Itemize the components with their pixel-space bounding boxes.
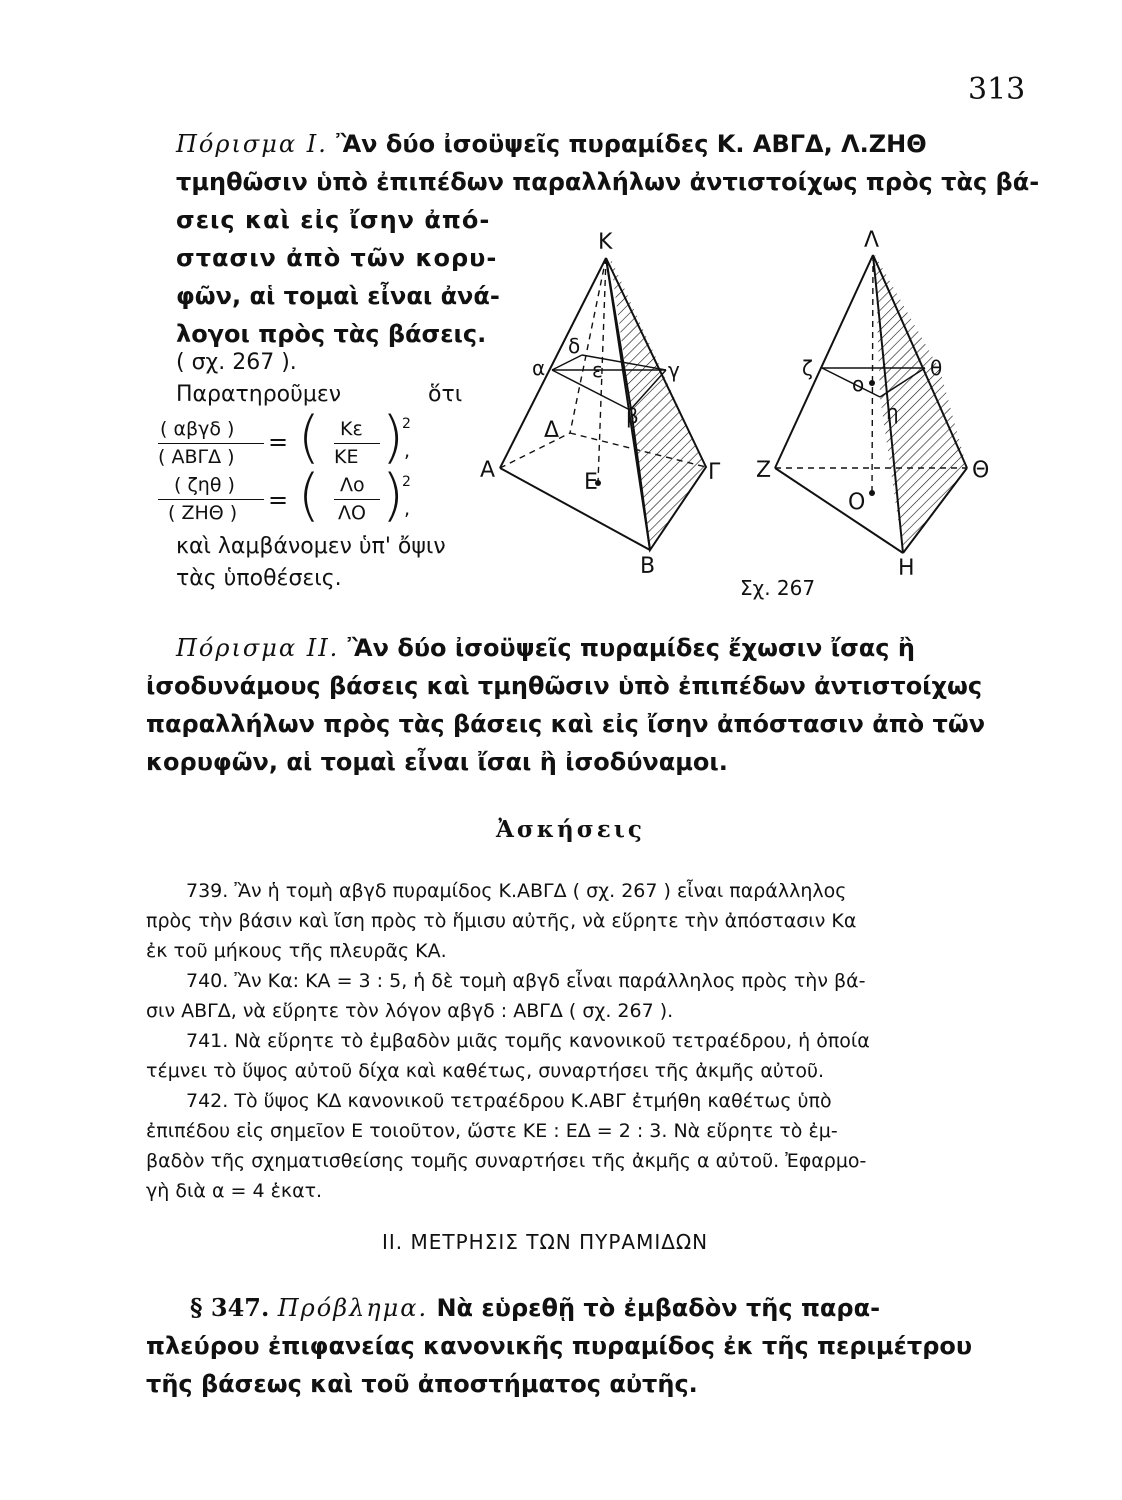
label-gamma-small: γ [668, 358, 680, 382]
exercise-741-line-1: 741. Νὰ εὕρητε τὸ ἐμβαδὸν μιᾶς τομῆς κανονικοῦ τετραέδρου, ἡ ὁποία [186, 1030, 870, 1052]
problem-line-3: τῆς βάσεως καὶ τοῦ ἀποστήματος αὐτῆς. [146, 1370, 698, 1398]
figure-267 [470, 215, 1030, 605]
fraction-2-comma: , [404, 498, 411, 520]
exercise-739-line-1: 739. Ἂν ἡ τομὴ αβγδ πυραμίδος Κ.ΑΒΓΔ ( σχ. 267 ) εἶναι παράλληλος [186, 880, 847, 902]
fraction-1-comma: , [404, 440, 411, 462]
fraction-1-ratio-bar [334, 443, 380, 444]
problem-text-1: Νὰ εὑρεθῇ τὸ ἐμβαδὸν τῆς παρα- [436, 1294, 881, 1322]
porisma-1-line-6: λογοι πρὸς τὰς βάσεις. [176, 320, 487, 348]
fraction-2-equals: = [268, 486, 289, 514]
porisma-2-line-1 [176, 630, 915, 666]
exercise-739-line-2: πρὸς τὴν βάσιν καὶ ἴση πρὸς τὸ ἥμισυ αὐτῆς, νὰ εὕρητε τὴν ἀπόστασιν Κα [146, 910, 857, 932]
fraction-1-left-paren: ( [298, 405, 320, 470]
porisma-2-line-3: παραλλήλων πρὸς τὰς βάσεις καὶ εἰς ἴσην ἀπόστασιν ἀπὸ τῶν [146, 710, 986, 738]
fraction-2-ratio-denominator: ΛΟ [338, 502, 366, 524]
section-heading: ΙΙ. ΜΕΤΡΗΣΙΣ ΤΩΝ ΠΥΡΑΜΙΔΩΝ [382, 1230, 709, 1254]
porisma-1-line-5: φῶν, αἱ τομαὶ εἶναι ἀνά- [176, 282, 500, 310]
take-line-1: καὶ λαμβάνομεν ὑπ' ὄψιν [176, 534, 446, 559]
fraction-2-right-paren: ) [382, 463, 404, 528]
fraction-2-ratio-bar [334, 499, 380, 500]
exercise-741-line-2: τέμνει τὸ ὕψος αὐτοῦ δίχα καὶ καθέτως, συναρτήσει τῆς ἀκμῆς αὐτοῦ. [146, 1060, 825, 1082]
porisma-1-line-4: στασιν ἀπὸ τῶν κορυ- [176, 244, 498, 272]
porisma-1-label: Πόρισμα I. [176, 130, 328, 158]
exercise-740-line-1: 740. Ἂν Κα: ΚΑ = 3 : 5, ἡ δὲ τομὴ αβγδ εἶναι παράλληλος πρὸς τὴν βά- [186, 970, 866, 992]
page-number: 313 [968, 72, 1026, 107]
label-omicron-small: ο [852, 372, 865, 396]
porisma-1-text-1: Ἂν δύο ἰσοϋψεῖς πυραμίδες Κ. ΑΒΓΔ, Λ.ΖΗΘ [336, 130, 927, 158]
label-Delta: Δ [544, 418, 560, 443]
hatched-face-left [610, 257, 706, 550]
exercise-739-line-3: ἐκ τοῦ μήκους τῆς πλευρᾶς ΚΑ. [146, 940, 447, 962]
problem-line-1 [190, 1290, 880, 1326]
label-Gamma: Γ [708, 460, 721, 485]
exercises-heading: Ἀσκήσεις [496, 816, 645, 843]
porisma-1-ref: ( σχ. 267 ). [176, 350, 297, 375]
fraction-1-exponent: 2 [402, 416, 411, 432]
label-alpha: α [532, 356, 546, 380]
pyramid-l-zhth [775, 255, 967, 553]
problem-line-2: πλεύρου ἐπιφανείας κανονικῆς πυραμίδος ἐκ τῆς περιμέτρου [146, 1332, 973, 1360]
fraction-1-equals: = [268, 428, 289, 456]
label-eta-small: η [886, 400, 899, 424]
label-K: Κ [598, 230, 613, 255]
porisma-1-line-2: τμηθῶσιν ὑπὸ ἐπιπέδων παραλλήλων ἀντιστοίχως πρὸς τὰς βά- [176, 168, 1040, 196]
exercise-742-line-1: 742. Τὸ ὕψος ΚΔ κανονικοῦ τετραέδρου Κ.ΑΒΓ ἐτμήθη καθέτως ὑπὸ [186, 1090, 832, 1112]
label-O: Ο [848, 490, 866, 515]
fraction-1-ratio-numerator: Κε [340, 418, 363, 440]
problem-number: § 347. [190, 1293, 270, 1322]
fraction-2-numerator: ( ζηθ ) [174, 474, 235, 496]
fraction-1-ratio-denominator: ΚΕ [334, 446, 359, 468]
fraction-2-bar [158, 499, 264, 500]
pyramid-k-abgd [500, 257, 706, 550]
fraction-2-ratio-numerator: Λο [340, 474, 365, 496]
label-B: Β [640, 554, 656, 579]
label-delta-small: δ [568, 334, 581, 358]
label-beta-small: β [626, 404, 639, 428]
label-E: Ε [584, 470, 598, 495]
exercise-742-line-3: βαδὸν τῆς σχηματισθείσης τομῆς συναρτήσει τῆς ἀκμῆς α αὐτοῦ. Ἐφαρμο- [146, 1150, 867, 1172]
label-Lambda: Λ [864, 228, 880, 253]
figure-caption: Σχ. 267 [740, 576, 816, 600]
porisma-1-line-1 [176, 126, 927, 162]
label-zeta-small: ζ [802, 356, 813, 380]
porisma-1-line-3: σεις καὶ εἰς ἴσην ἀπό- [176, 206, 491, 234]
label-A: Α [480, 458, 496, 483]
label-Z: Ζ [756, 458, 772, 483]
fraction-1-bar [158, 443, 264, 444]
fraction-2-denominator: ( ΖΗΘ ) [168, 502, 238, 524]
hoti-text: ὅτι [428, 382, 463, 407]
porisma-2-line-4: κορυφῶν, αἱ τομαὶ εἶναι ἴσαι ἢ ἰσοδύναμοι. [146, 748, 728, 776]
exercise-742-line-4: γὴ διὰ α = 4 ἑκατ. [146, 1180, 323, 1202]
label-epsilon: ε [592, 358, 603, 382]
label-theta-small: θ [930, 356, 943, 380]
exercise-740-line-2: σιν ΑΒΓΔ, νὰ εὕρητε τὸν λόγον αβγδ : ΑΒΓΔ ( σχ. 267 ). [146, 1000, 674, 1022]
fraction-2-left-paren: ( [298, 463, 320, 528]
fraction-1-right-paren: ) [382, 405, 404, 470]
porisma-2-text-1: Ἂν δύο ἰσοϋψεῖς πυραμίδες ἔχωσιν ἴσας ἢ [347, 634, 915, 662]
fraction-1-denominator: ( ΑΒΓΔ ) [158, 446, 235, 468]
exercise-742-line-2: ἐπιπέδου εἰς σημεῖον Ε τοιοῦτον, ὥστε ΚΕ : ΕΔ = 2 : 3. Νὰ εὕρητε τὸ ἐμ- [146, 1120, 838, 1142]
porisma-2-line-2: ἰσοδυνάμους βάσεις καὶ τμηθῶσιν ὑπὸ ἐπιπέδων ἀντιστοίχως [146, 672, 983, 700]
observe-text: Παρατηροῦμεν [176, 382, 342, 407]
label-Theta: Θ [972, 458, 990, 483]
porisma-2-label: Πόρισμα II. [176, 634, 340, 662]
label-H: Η [898, 556, 915, 581]
fraction-1-numerator: ( αβγδ ) [160, 418, 235, 440]
fraction-2-exponent: 2 [402, 474, 411, 490]
problem-label: Πρόβλημα. [277, 1294, 429, 1322]
take-line-2: τὰς ὑποθέσεις. [176, 566, 342, 591]
